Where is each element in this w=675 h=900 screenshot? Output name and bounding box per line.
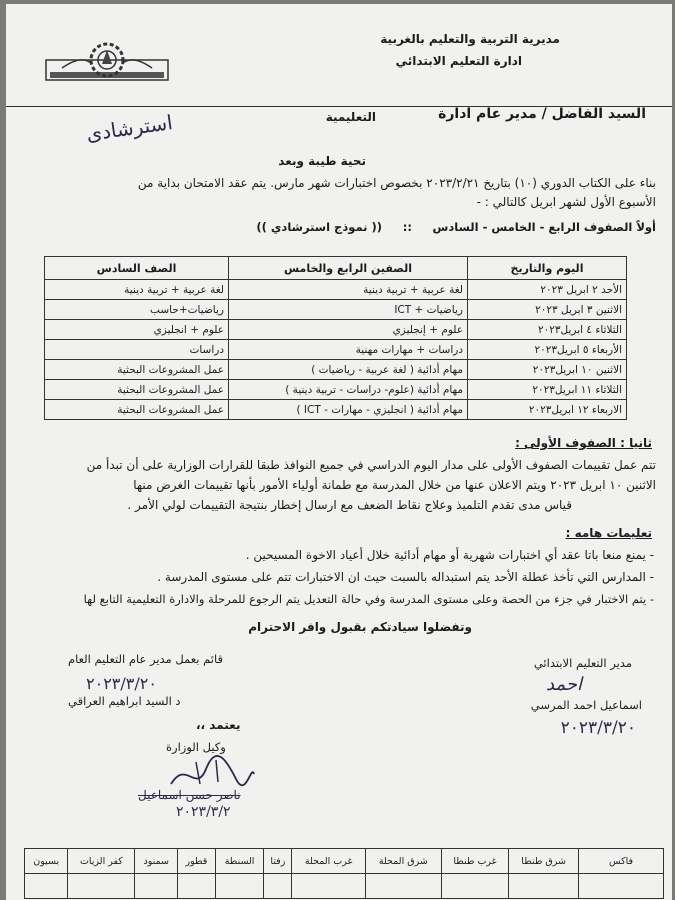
footer-empty-cell	[509, 874, 579, 899]
instructions-label: تعليمات هامه :	[565, 526, 652, 540]
schedule-table	[44, 256, 627, 420]
sign-right-signature: احمد	[546, 674, 582, 695]
grades-4-5-cell: مهام أدائية (علوم- دراسات - تربية دينية )	[229, 380, 468, 400]
footer-cell: غرب طنطا	[441, 849, 509, 874]
date-cell: الأحد ٢ ابريل ٢٠٢٣	[468, 280, 627, 300]
footer-cell: شرق طنطا	[509, 849, 579, 874]
sign-right-date: ٢٠٢٣/٣/٢٠	[560, 718, 636, 738]
instruction-item: - يمنع منعا باتا عقد أي اختبارات شهرية أو مهام أدائية خلال أعياد الاخوة المسيحين .	[245, 548, 654, 562]
grades-4-5-cell: لغة عربية + تربية دينية	[229, 280, 468, 300]
table-row	[45, 320, 627, 340]
grade-6-cell: دراسات	[45, 340, 229, 360]
grades-4-5-cell: مهام أدائية ( لغة عربية - رياضيات )	[229, 360, 468, 380]
recipient-suffix: التعليمية	[325, 110, 376, 124]
grade-6-cell: لغة عربية + تربية دينية	[45, 280, 229, 300]
section2-line-1: تتم عمل تقييمات الصفوف الأولى على مدار اليوم الدراسي في جميع النوافذ طبقا للقرارات الوزارية على أن تبدأ من	[86, 458, 656, 472]
approval-word: يعتمد ،،	[196, 718, 241, 732]
footer-header-row	[25, 849, 664, 874]
intro-line-2: الأسبوع الأول لشهر ابريل كالتالي : -	[476, 195, 656, 209]
instruction-item: - يتم الاختبار في جزء من الحصة وعلى مستوى المدرسة وفي حالة التعديل يتم الرجوع للمرحلة والادارة التعليمية التابع لها	[83, 592, 654, 606]
footer-cell: غرب المحلة	[292, 849, 366, 874]
footer-cell: سمنود	[135, 849, 178, 874]
footer-empty-cell	[215, 874, 264, 899]
sign-left-name: د السيد ابراهيم العراقي	[68, 694, 181, 708]
grade-6-cell: عمل المشروعات البحثية	[45, 400, 229, 420]
date-cell: الاربعاء ١٢ ابريل٢٠٢٣	[468, 400, 627, 420]
section1-label: أولاً الصفوف الرابع - الخامس - السادس	[432, 220, 656, 234]
date-cell: الثلاثاء ٤ ابريل٢٠٢٣	[468, 320, 627, 340]
intro-line-1: بناء على الكتاب الدوري (١٠) بتاريخ ٢٠٢٣/٢/٢١ بخصوص اختبارات شهر مارس. يتم عقد الامتحان بداية من	[137, 176, 656, 190]
footer-value-row	[25, 874, 664, 899]
closing-text: وتفضلوا سيادتكم بقبول وافر الاحترام	[248, 620, 472, 634]
footer-cell: كفر الزيات	[68, 849, 135, 874]
date-cell: الاثنين ٣ ابريل ٢٠٢٣	[468, 300, 627, 320]
footer-empty-cell	[292, 874, 366, 899]
grades-4-5-cell: رياضيات + ICT	[229, 300, 468, 320]
table-row	[45, 340, 627, 360]
footer-empty-cell	[68, 874, 135, 899]
header-grades-4-5: الصفين الرابع والخامس	[229, 257, 468, 280]
model-label: (( نموذج استرشادي ))	[256, 220, 382, 234]
grade-6-cell: عمل المشروعات البحثية	[45, 360, 229, 380]
document-page	[6, 4, 672, 900]
org-line-1: مديرية التربية والتعليم بالغربية	[380, 32, 560, 46]
approval-title: وكيل الوزارة	[166, 740, 226, 754]
table-row	[45, 400, 627, 420]
sign-right-name: اسماعيل احمد المرسي	[530, 698, 642, 712]
approval-date: ٢٠٢٣/٣/٢	[176, 804, 231, 820]
ministry-gear-logo-icon	[42, 38, 172, 88]
grade-6-cell: عمل المشروعات البحثية	[45, 380, 229, 400]
table-row	[45, 360, 627, 380]
instruction-item: - المدارس التي تأخذ عطلة الأحد يتم استبداله بالسبت حيث ان الاختبارات تتم على مستوى المدرسة .	[157, 570, 654, 584]
header-date: اليوم والتاريخ	[468, 257, 627, 280]
date-cell: الثلاثاء ١١ ابريل٢٠٢٣	[468, 380, 627, 400]
grade-6-cell: علوم + انجليزي	[45, 320, 229, 340]
schedule-header-row	[45, 257, 627, 280]
handwritten-note: استرشادى	[84, 110, 175, 146]
footer-cell: زفتا	[264, 849, 292, 874]
grade-6-cell: رياضيات+حاسب	[45, 300, 229, 320]
footer-cell: بسيون	[25, 849, 68, 874]
section2-line-3: قياس مدى تقدم التلميذ وعلاج نقاط الضعف مع ارسال إخطار بنتيجة التقييمات لولي الأمر .	[127, 498, 572, 512]
grades-4-5-cell: علوم + إنجليزي	[229, 320, 468, 340]
section2-label: ثانيا : الصفوف الأولى :	[515, 436, 652, 450]
footer-cell-fax: فاكس	[579, 849, 664, 874]
footer-empty-cell	[25, 874, 68, 899]
table-row	[45, 380, 627, 400]
sign-left-date: ٢٠٢٣/٣/٢٠	[86, 674, 157, 693]
section2-line-2: الاثنين ١٠ ابريل ٢٠٢٣ ويتم الاعلان عنها من خلال المدرسة مع طمانة أولياء الأمور بأنها تقييمات الغرض منها	[133, 478, 656, 492]
date-cell: الأربعاء ٥ ابريل٢٠٢٣	[468, 340, 627, 360]
approval-signature-name: ناصر حسن اسماعيل	[138, 788, 241, 802]
greeting: تحية طيبة وبعد	[278, 154, 366, 168]
sign-left-title: قائم بعمل مدير عام التعليم العام	[68, 652, 223, 666]
footer-empty-cell	[441, 874, 509, 899]
sign-right-title: مدير التعليم الابتدائي	[533, 656, 632, 670]
org-line-2: ادارة التعليم الابتدائي	[395, 54, 522, 68]
footer-empty-cell	[178, 874, 216, 899]
footer-cell: قطور	[178, 849, 216, 874]
header-grade-6: الصف السادس	[45, 257, 229, 280]
table-row	[45, 280, 627, 300]
approval-signature-scribble-icon	[166, 754, 256, 790]
table-row	[45, 300, 627, 320]
footer-empty-cell	[264, 874, 292, 899]
footer-contact-table	[24, 848, 664, 899]
footer-cell: السنطة	[215, 849, 264, 874]
footer-empty-cell	[135, 874, 178, 899]
date-cell: الاثنين ١٠ ابريل٢٠٢٣	[468, 360, 627, 380]
footer-cell: شرق المحلة	[365, 849, 441, 874]
recipient-prefix: السيد الفاضل / مدير عام ادارة	[438, 106, 646, 122]
section1-separator: ::	[402, 220, 412, 234]
footer-empty-cell	[365, 874, 441, 899]
grades-4-5-cell: دراسات + مهارات مهنية	[229, 340, 468, 360]
grades-4-5-cell: مهام أدائية ( انجليزي - مهارات - ICT )	[229, 400, 468, 420]
footer-empty-cell	[579, 874, 664, 899]
